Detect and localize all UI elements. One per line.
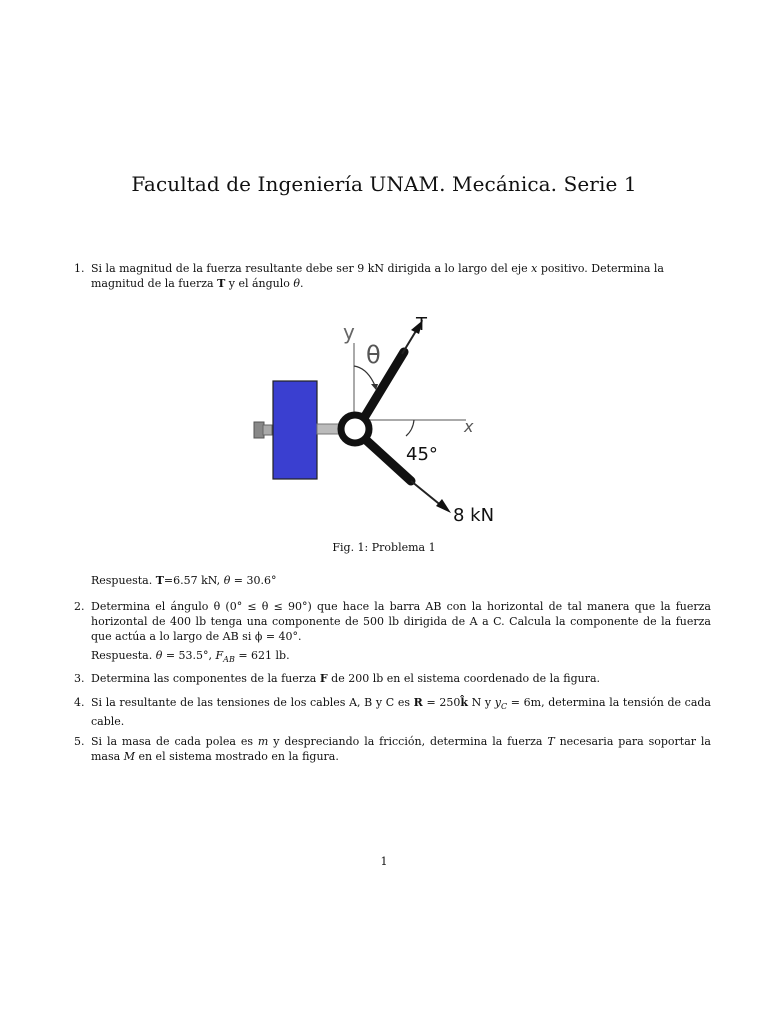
problem-4-number: 4. xyxy=(74,696,85,709)
figure-caption: Fig. 1: Problema 1 xyxy=(332,541,436,554)
problem-3-text: Determina las componentes de la fuerza F de 200 lb en el sistema coordenado de la figura. xyxy=(91,672,601,685)
label-T: T xyxy=(416,314,427,335)
answer-2: Respuesta. θ = 53.5°, $F_{AB} = 621$ lb. xyxy=(91,649,290,665)
problem-4-text: Si la resultante de las tensiones de los cables A, B y C es R = 250k̂ N y $y_C = 6m$, determina la tensión de cada cable. xyxy=(91,696,711,729)
problem-1-text: Si la magnitud de la fuerza resultante debe ser 9 kN dirigida a lo largo del eje x positivo. Determina la magnitud de la fuerza T y el ángulo θ. xyxy=(91,262,664,290)
problem-5-number: 5. xyxy=(74,735,85,748)
label-x: x xyxy=(464,417,474,436)
answer-1: Respuesta. T=6.57 kN, θ = 30.6° xyxy=(91,574,277,587)
ring xyxy=(341,415,369,443)
figure-problem-1 xyxy=(248,308,520,533)
support-block xyxy=(273,381,317,479)
label-45-degrees: 45° xyxy=(406,444,438,465)
problem-3-number: 3. xyxy=(74,672,85,685)
page-title: Facultad de Ingeniería UNAM. Mecánica. Serie 1 xyxy=(131,172,637,196)
problem-2-number: 2. xyxy=(74,600,85,613)
problem-1-number: 1. xyxy=(74,262,85,275)
bolt-nut xyxy=(263,425,272,435)
page-number: 1 xyxy=(380,855,388,868)
problem-5-text: Si la masa de cada polea es m y despreciando la fricción, determina la fuerza T necesaria para soportar la masa M en el sistema mostrado en la figura. xyxy=(91,735,711,763)
force-8kN-line xyxy=(411,481,443,507)
shaft xyxy=(317,424,339,434)
label-8kN: 8 kN xyxy=(453,505,495,526)
force-8kN-arrowhead xyxy=(436,499,451,513)
label-y: y xyxy=(343,320,355,344)
problem-2-text: Determina el ángulo θ (0° ≤ θ ≤ 90°) que hace la barra AB con la horizontal de tal manera que la fuerza horizontal de 400 lb tenga una componente de 500 lb dirigida de A a C. Calcula la componente de la fuerza que actúa a lo largo de AB si ϕ = 40°. xyxy=(91,600,711,643)
label-theta: θ xyxy=(366,341,381,369)
angle-45-arc xyxy=(406,420,414,436)
member-8kN xyxy=(366,440,411,481)
